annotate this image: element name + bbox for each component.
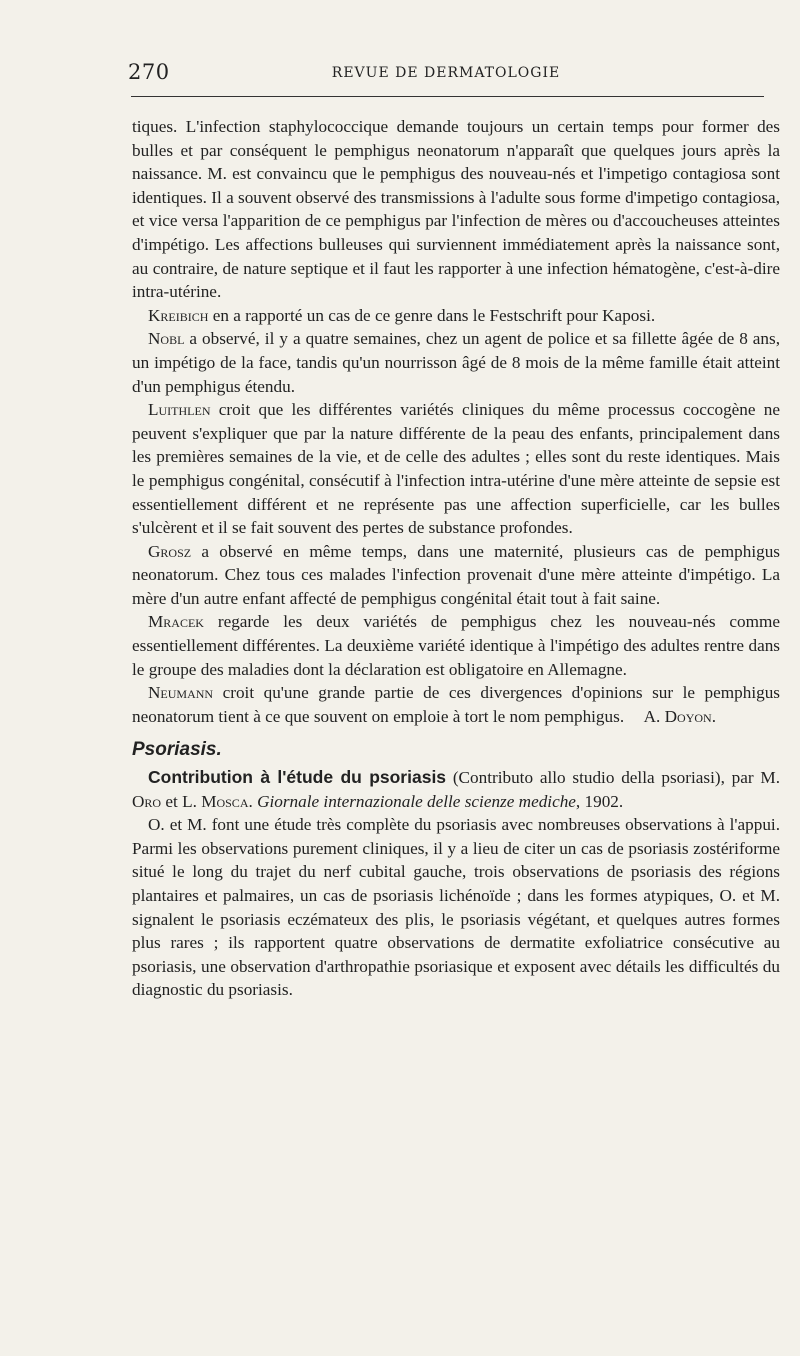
paragraph-grosz <box>132 540 780 611</box>
section-title: Psoriasis. <box>132 739 222 761</box>
article-body <box>132 115 780 1002</box>
reference-part-c: . <box>248 791 258 811</box>
paragraph-kreibich <box>132 304 780 328</box>
article-summary-text: O. et M. font une étude très complète du psoriasis avec nombreuses observations à l'appui. Parmi les observations purement cliniques, il y a lieu de citer un cas de psoriasis zostériforme situé le long du trajet du nerf cubital gauche, trois observations de psoriasis des régions plantaires et palmaires, un cas de psoriasis lichénoïde ; dans les formes atypiques, O. et M. signalent le psoriasis eczémateux des plis, le psoriasis végétant, et quelques autres formes plus rares ; ils rapportent quatre observations de dermatite exfoliatrice consécutive au psoriasis, une observation d'arthropathie psoriasique et exposent avec détails les difficultés du diagnostic du psoriasis. <box>132 815 780 1000</box>
article-reference <box>132 766 780 813</box>
author-nobl: Nobl <box>148 329 185 349</box>
article-title: Contribution à l'étude du psoriasis <box>148 767 447 788</box>
reference-part-a: (Contributo allo studio della psoriasi), par M. <box>446 768 780 788</box>
paragraph-1 <box>132 115 780 304</box>
author-neumann: Neumann <box>148 683 214 703</box>
author-luithlen: Luithlen <box>148 400 211 420</box>
author-mracek: Mracek <box>148 612 204 632</box>
paragraph-nobl <box>132 327 780 398</box>
reference-part-b: et L. <box>161 791 202 811</box>
author-kreibich: Kreibich <box>148 305 209 325</box>
paragraph-luithlen-text: croit que les différentes variétés cliniques du même processus coccogène ne peuvent s'expliquer que par la nature différente de la peau des enfants, principalement dans les premières semaines de la vie, et de celle des adultes ; elles sont du reste identiques. Mais le pemphigus congénital, consécutif à l'infection intra-utérine d'une mère atteinte de sepsie est essentiellement différent et ne représente pas une affection superficielle, car les bulles s'ulcèrent et il se fait souvent des pertes de substance profondes. <box>132 400 780 538</box>
signature-name: Doyon. <box>664 706 716 726</box>
article-summary <box>132 813 780 1002</box>
running-title: REVUE DE DERMATOLOGIE <box>331 65 561 81</box>
header-rule <box>131 96 764 97</box>
paragraph-grosz-text: a observé en même temps, dans une maternité, plusieurs cas de pemphigus neonatorum. Chez tous ces malades l'infection provenait d'une mère atteinte d'impétigo. La mère d'un autre enfant affecté de pemphigus congénital était tout à fait saine. <box>132 541 780 608</box>
paragraph-mracek <box>132 610 780 681</box>
reference-part-d: , 1902. <box>575 791 624 811</box>
author-oro: Oro <box>132 791 162 811</box>
paragraph-neumann-text: croit qu'une grande partie de ces divergences d'opinions sur le pemphigus neonatorum tient à ce que souvent on emploie à tort le nom pemphigus. <box>132 683 780 726</box>
author-grosz: Grosz <box>148 541 192 561</box>
signature-initial: A. <box>643 706 665 726</box>
paragraph-kreibich-text: en a rapporté un cas de ce genre dans le Festschrift pour Kaposi. <box>208 305 656 325</box>
paragraph-1-text: tiques. L'infection staphylococcique demande toujours un certain temps pour former des bulles et par conséquent le pemphigus neonatorum n'apparaît que quelques jours après la naissance. M. est convaincu que le pemphigus des nouveau-nés et l'impetigo contagiosa sont identiques. Il a souvent observé des transmissions à l'adulte sous forme d'impetigo contagiosa, et vice versa l'apparition de ce pemphigus par l'infection de mères ou d'accoucheuses atteintes d'impétigo. Les affections bulleuses qui surviennent immédiatement après la naissance sont, au contraire, de nature septique et il faut les rapporter à une infection hématogène, c'est-à-dire intra-utérine. <box>132 117 780 302</box>
author-mosca: Mosca <box>201 791 249 811</box>
paragraph-mracek-text: regarde les deux variétés de pemphigus chez les nouveau-nés comme essentiellement différentes. La deuxième variété identique à l'impétigo des adultes rentre dans le groupe des maladies dont la déclaration est obligatoire en Allemagne. <box>132 612 780 679</box>
paragraph-nobl-text: a observé, il y a quatre semaines, chez un agent de police et sa fillette âgée de 8 ans, un impétigo de la face, tandis qu'un nourrisson âgé de 8 mois de la même famille était atteint d'un pemphigus étendu. <box>132 329 780 396</box>
page-number: 270 <box>128 60 170 84</box>
paragraph-luithlen <box>132 398 780 540</box>
journal-name: Giornale internazionale delle scienze mediche <box>257 791 576 811</box>
page-header <box>128 60 764 86</box>
